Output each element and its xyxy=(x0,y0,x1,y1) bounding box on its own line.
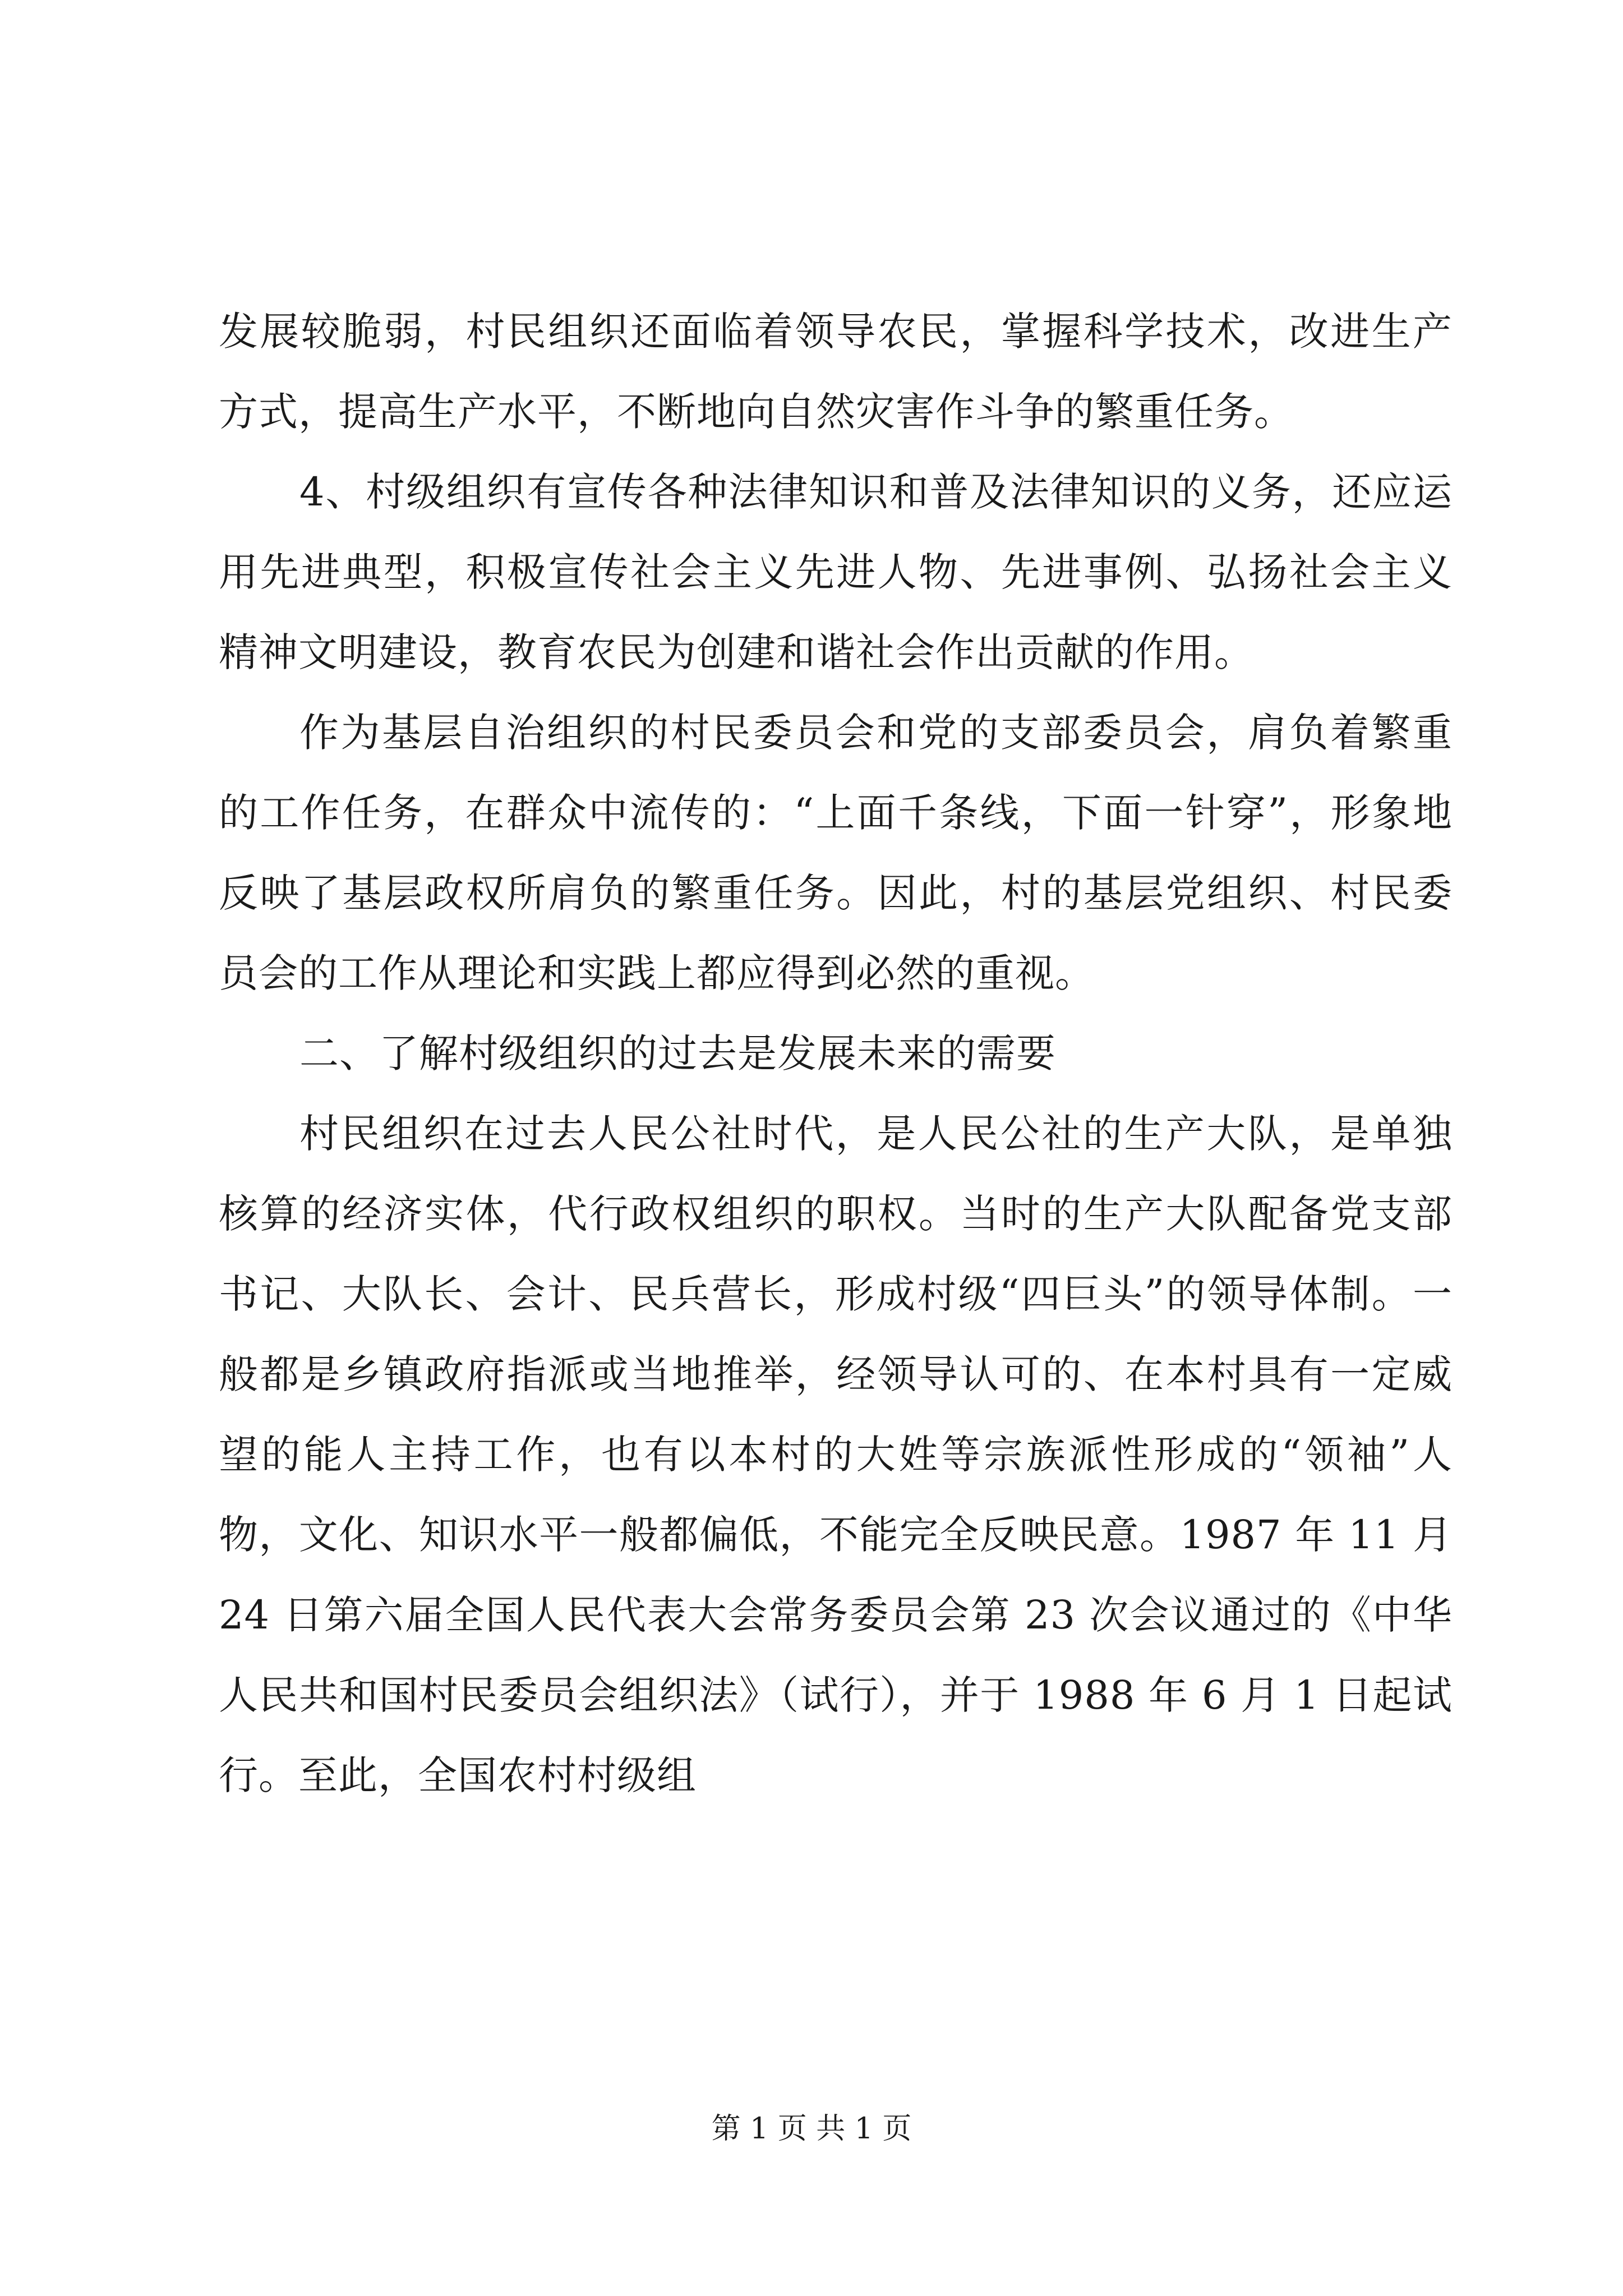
paragraph-1: 发展较脆弱，村民组织还面临着领导农民，掌握科学技术，改进生产方式，提高生产水平，不断地向自然灾害作斗争的繁重任务。 xyxy=(219,309,1453,435)
paragraph-3: 作为基层自治组织的村民委员会和党的支部委员会，肩负着繁重的工作任务，在群众中流传的：“上面千条线，下面一针穿”，形象地反映了基层政权所肩负的繁重任务。因此，村的基层党组织、村民委员会的工作从理论和实践上都应得到必然的重视。 xyxy=(219,710,1453,996)
document-body xyxy=(219,292,1453,1816)
paragraph-4: 村民组织在过去人民公社时代，是人民公社的生产大队，是单独核算的经济实体，代行政权组织的职权。当时的生产大队配备党支部书记、大队长、会计、民兵营长，形成村级“四巨头”的领导体制。一般都是乡镇政府指派或当地推举，经领导认可的、在本村具有一定威望的能人主持工作，也有以本村的大姓等宗族派性形成的“领袖”人物，文化、知识水平一般都偏低，不能完全反映民意。1987 年 11 月 24 日第六届全国人民代表大会常务委员会第 23 次会议通过的《中华人民共和国村民委员会组织法》（试行），并于 1988 年 6 月 1 日起试行。至此，全国农村村级组 xyxy=(219,1111,1453,1798)
section-heading: 二、了解村级组织的过去是发展未来的需要 xyxy=(299,1030,1056,1076)
paragraph-2: 4、村级组织有宣传各种法律知识和普及法律知识的义务，还应运用先进典型，积极宣传社会主义先进人物、先进事例、弘扬社会主义精神文明建设，教育农民为创建和谐社会作出贡献的作用。 xyxy=(219,469,1453,675)
page-footer: 第 1 页 共 1 页 xyxy=(711,2112,912,2146)
